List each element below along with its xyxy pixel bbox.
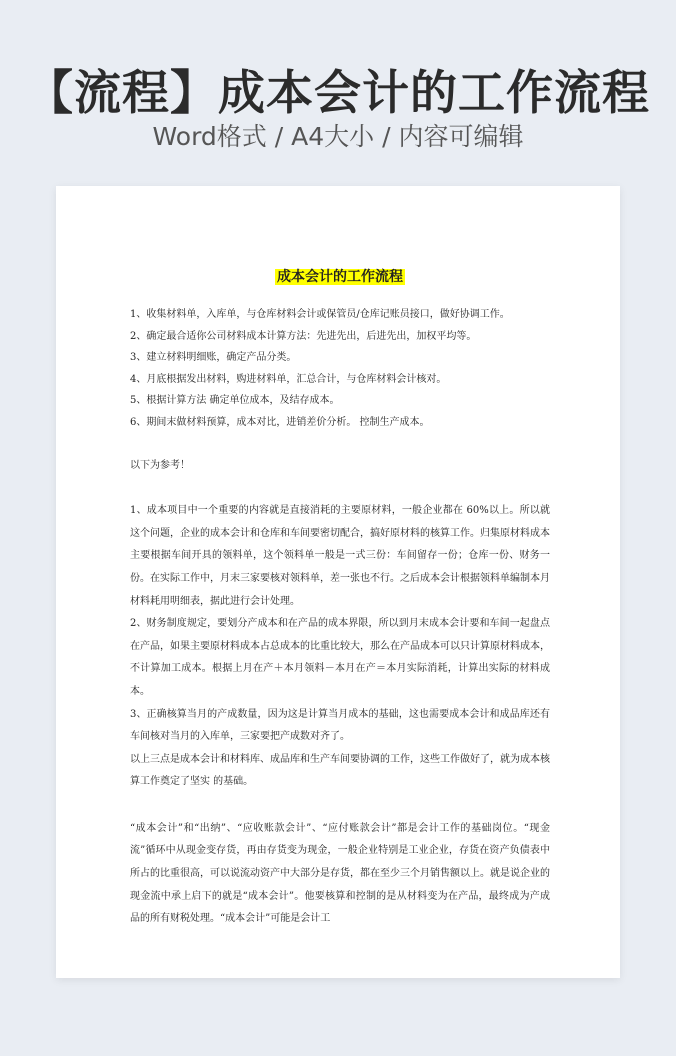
closing-paragraph: “成本会计”和“出纳”、“应收账款会计”、“应付账款会计”都是会计工作的基础岗位。“现金流”循环中从现金变存货，再由存货变为现金，一般企业特别是工业企业，存货在资产负债表中所占的比重很高，可以说流动资产中大部分是存货，都在至少三个月销售额以上。就是说企业的现金流中承上启下的就是“成本会计”。他要核算和控制的是从材料变为在产品，最终成为产成品的所有财税处理。“成本会计”可能是会计工: [130, 822, 550, 925]
step-line: 6、期间末做材料预算，成本对比，进销差价分析。 控制生产成本。: [130, 416, 430, 428]
step-line: 2、确定最合适你公司材料成本计算方法：先进先出，后进先出，加权平均等。: [130, 330, 477, 342]
step-line: 3、建立材料明细账，确定产品分类。: [130, 352, 297, 364]
document-body: [130, 266, 550, 931]
document-title-text: 成本会计的工作流程: [277, 269, 403, 285]
step-line: 1、收集材料单，入库单，与仓库材料会计或保管员/仓库记账员接口，做好协调工作。: [130, 309, 510, 320]
reference-paragraph: 2、财务制度规定，要划分产成本和在产品的成本界限，所以到月末成本会计要和车间一起盘点在产品，如果主要原材料成本占总成本的比重比较大，那么在产品成本可以只计算原材料成本，不计算加工成本。根据上月在产＋本月领料－本月在产＝本月实际消耗，计算出实际的材料成本。: [130, 618, 550, 697]
step-line: 5、根据计算方法 确定单位成本，及结存成本。: [130, 395, 340, 407]
step-line: 4、月底根据发出材料，购进材料单，汇总合计，与仓库材料会计核对。: [130, 373, 447, 385]
banner-subtitle: Word格式 / A4大小 / 内容可编辑: [152, 122, 524, 151]
document-title: [130, 266, 550, 288]
reference-paragraph: 3、正确核算当月的产成数量，因为这是计算当月成本的基础，这也需要成本会计和成品库还有车间核对当月的入库单，三家要把产成数对齐了。: [130, 708, 550, 743]
reference-heading: 以下为参考！: [130, 459, 190, 471]
reference-paragraph: 1、成本项目中一个重要的内容就是直接消耗的主要原材料，一般企业都在 60%以上。所以就这个问题，企业的成本会计和仓库和车间要密切配合，搞好原材料的核算工作。归集原材料成本主要根据车间开具的领料单，这个领料单一般是一式三份：车间留存一份；仓库一份、财务一份。在实际工作中，月末三家要核对领料单，差一张也不行。之后成本会计根据领料单编制本月材料耗用明细表，据此进行会计处理。: [130, 505, 550, 607]
banner-title: 【流程】成本会计的工作流程: [26, 66, 650, 121]
document-page: [56, 186, 620, 978]
reference-paragraph: 以上三点是成本会计和材料库、成品库和生产车间要协调的工作，这些工作做好了，就为成本核算工作奠定了坚实 的基础。: [130, 753, 550, 788]
